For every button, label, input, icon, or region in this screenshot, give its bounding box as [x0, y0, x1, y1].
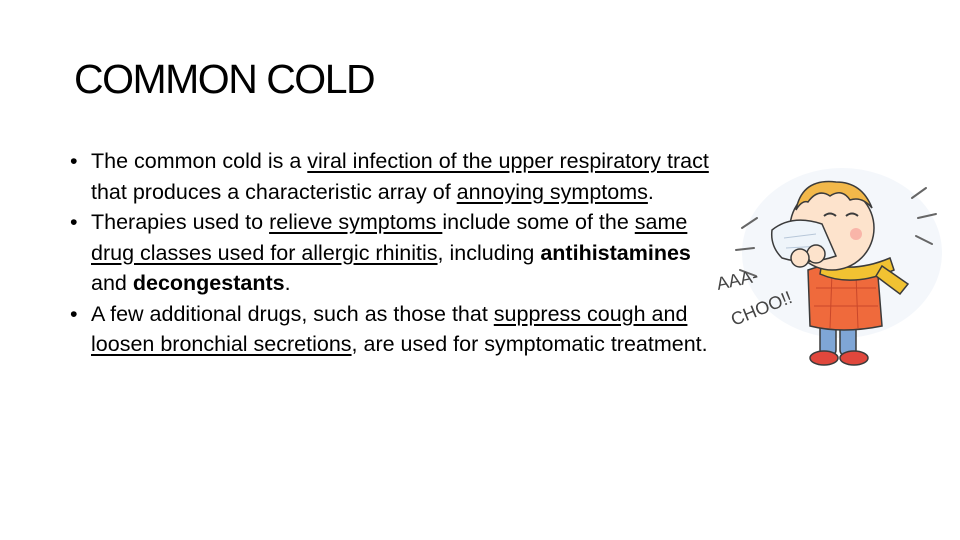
text-segment: The common cold is a	[91, 149, 308, 173]
bullet-item	[70, 299, 720, 360]
underlined-text-segment: annoying symptoms	[456, 179, 648, 204]
sneezing-child-icon	[712, 158, 944, 388]
text-segment: , are used for symptomatic treatment.	[351, 332, 708, 356]
text-segment: include some of the	[442, 210, 635, 234]
underlined-text-segment: viral infection of the upper respiratory tract	[307, 149, 709, 173]
text-segment: and	[91, 271, 133, 295]
bullet-marker: •	[70, 301, 78, 326]
underlined-text-segment: same drug classes used for allergic rhinitis	[91, 210, 688, 265]
bullet-marker: •	[70, 210, 78, 234]
bullet-marker: •	[70, 149, 78, 173]
underlined-text-segment: relieve symptoms	[269, 210, 443, 234]
text-segment: , including	[437, 240, 541, 265]
underlined-text-segment: suppress cough and loosen bronchial secretions	[91, 301, 688, 356]
bold-text-segment: decongestants	[132, 271, 285, 295]
sneezing-child-illustration	[712, 158, 944, 388]
text-segment: A few additional drugs, such as those that	[91, 301, 494, 326]
text-segment: .	[647, 179, 654, 204]
sneeze-text-choo: CHOO!!	[728, 287, 795, 330]
text-segment: that produces a characteristic array of	[91, 179, 457, 204]
sneeze-text-aaa: AAA-	[714, 265, 760, 294]
text-segment: Therapies used to	[91, 210, 270, 234]
bullet-item	[70, 146, 720, 207]
bullet-list	[70, 146, 720, 360]
text-segment: .	[284, 271, 291, 295]
bold-text-segment: antihistamines	[540, 240, 691, 265]
bullet-item	[70, 207, 720, 299]
slide-title: COMMON COLD	[74, 56, 375, 102]
